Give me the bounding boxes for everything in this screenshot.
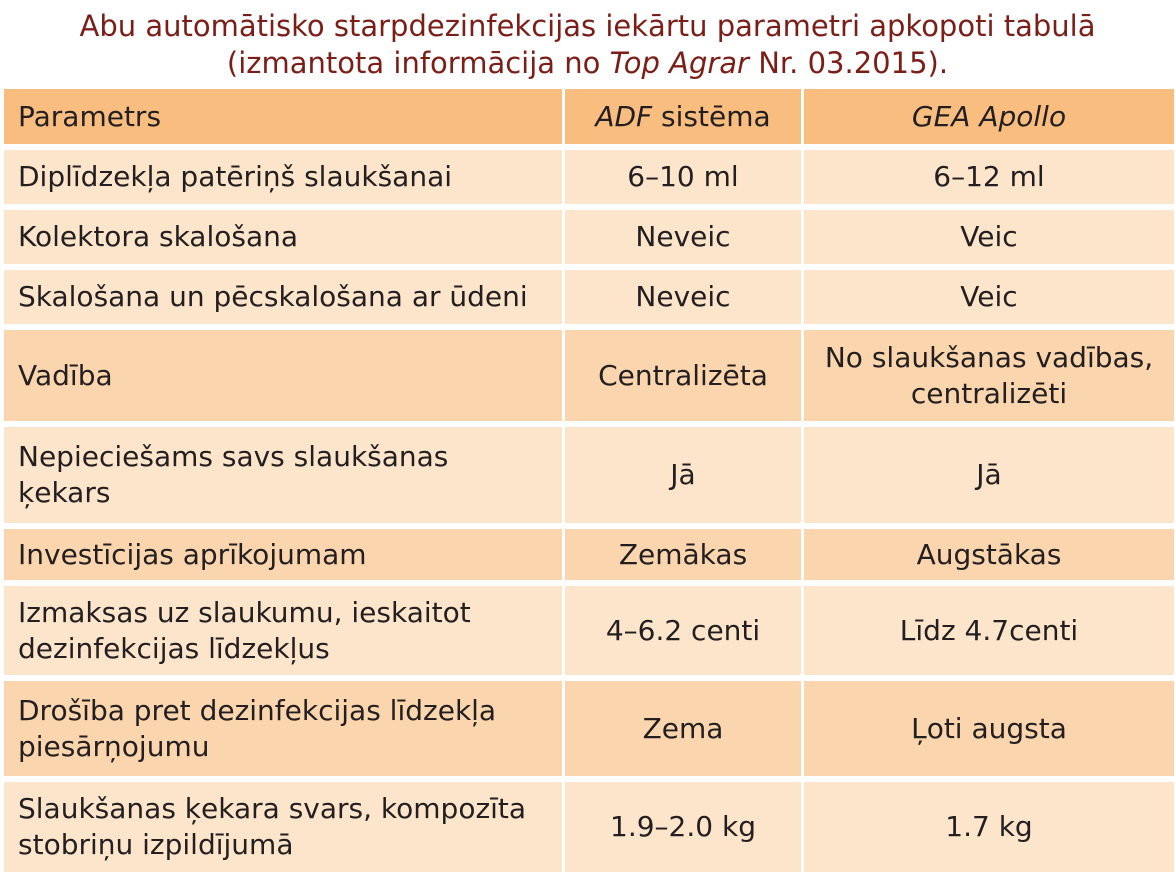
table-row bbox=[4, 782, 1174, 872]
row-adf-value: Neveic bbox=[565, 270, 801, 324]
row-gea-value: Jā bbox=[804, 427, 1174, 523]
caption-prefix: (izmantota informācija no bbox=[226, 46, 610, 80]
row-gea-value: Ļoti augsta bbox=[804, 681, 1174, 776]
table-header-row bbox=[4, 89, 1174, 144]
row-adf-value: Zemākas bbox=[565, 529, 801, 580]
comparison-table bbox=[1, 83, 1175, 878]
row-adf-value: 1.9–2.0 kg bbox=[565, 782, 801, 872]
row-adf-value: 6–10 ml bbox=[565, 150, 801, 204]
row-gea-value: Augstākas bbox=[804, 529, 1174, 580]
row-parameter: Vadība bbox=[4, 330, 562, 421]
header-adf-brand: ADF bbox=[595, 99, 653, 133]
table-row bbox=[4, 586, 1174, 675]
caption-line-2 bbox=[0, 45, 1175, 82]
row-parameter: Investīcijas aprīkojumam bbox=[4, 529, 562, 580]
header-gea-label: GEA Apollo bbox=[911, 99, 1067, 133]
row-adf-value: Zema bbox=[565, 681, 801, 776]
row-parameter: Skalošana un pēcskalošana ar ūdeni bbox=[4, 270, 562, 324]
table-row bbox=[4, 681, 1174, 776]
row-gea-value: No slaukšanas vadības, centralizēti bbox=[804, 330, 1174, 421]
header-adf-rest: sistēma bbox=[652, 99, 771, 133]
caption-suffix: Nr. 03.2015). bbox=[748, 46, 949, 80]
row-parameter: Diplīdzekļa patēriņš slaukšanai bbox=[4, 150, 562, 204]
table-row bbox=[4, 210, 1174, 264]
row-gea-value: Veic bbox=[804, 270, 1174, 324]
row-parameter: Izmaksas uz slaukumu, ieskaitot dezinfekcijas līdzekļus bbox=[4, 586, 562, 675]
caption-line-1: Abu automātisko starpdezinfekcijas iekārtu parametri apkopoti tabulā bbox=[79, 9, 1096, 43]
table-caption bbox=[0, 8, 1175, 82]
table-row bbox=[4, 529, 1174, 580]
row-adf-value: Neveic bbox=[565, 210, 801, 264]
header-parameter: Parametrs bbox=[4, 89, 562, 144]
row-parameter: Drošība pret dezinfekcijas līdzekļa piesārņojumu bbox=[4, 681, 562, 776]
row-gea-value: Līdz 4.7centi bbox=[804, 586, 1174, 675]
table-row bbox=[4, 330, 1174, 421]
row-parameter: Slaukšanas ķekara svars, kompozīta stobriņu izpildījumā bbox=[4, 782, 562, 872]
caption-source: Top Agrar bbox=[609, 46, 749, 80]
header-adf bbox=[565, 89, 801, 144]
row-parameter: Kolektora skalošana bbox=[4, 210, 562, 264]
row-adf-value: Jā bbox=[565, 427, 801, 523]
row-adf-value: Centralizēta bbox=[565, 330, 801, 421]
row-parameter: Nepieciešams savs slaukšanas ķekars bbox=[4, 427, 562, 523]
table-row bbox=[4, 427, 1174, 523]
row-gea-value: Veic bbox=[804, 210, 1174, 264]
header-gea bbox=[804, 89, 1174, 144]
row-gea-value: 1.7 kg bbox=[804, 782, 1174, 872]
row-gea-value: 6–12 ml bbox=[804, 150, 1174, 204]
row-adf-value: 4–6.2 centi bbox=[565, 586, 801, 675]
table-row bbox=[4, 270, 1174, 324]
table-row bbox=[4, 150, 1174, 204]
